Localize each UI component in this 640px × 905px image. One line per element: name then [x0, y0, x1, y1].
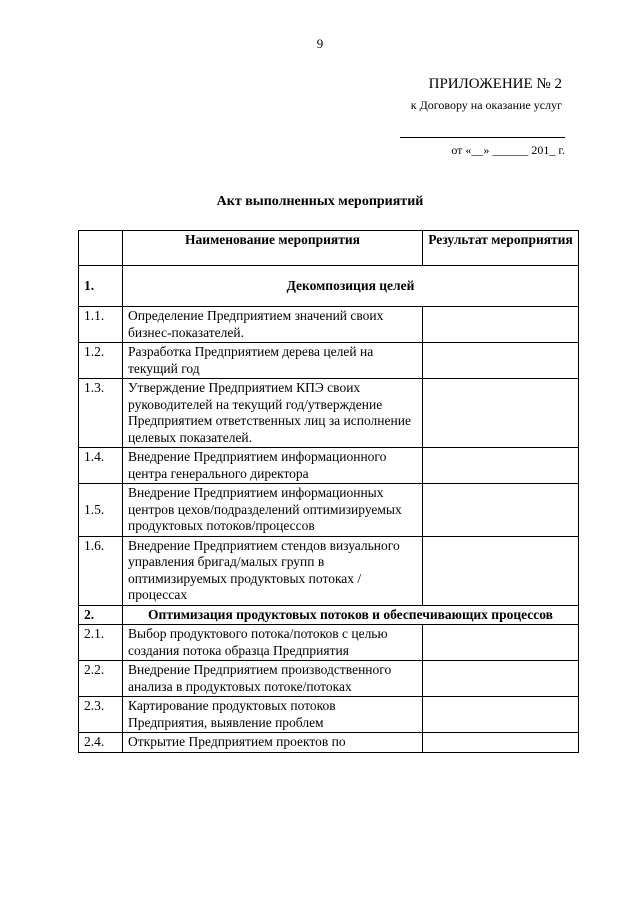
table-row	[79, 343, 579, 379]
row-activity: Открытие Предприятием проектов по	[123, 733, 423, 753]
document-title: Акт выполненных мероприятий	[216, 194, 424, 209]
row-number: 1.3.	[79, 379, 123, 448]
row-number: 2.2.	[79, 661, 123, 697]
table-row	[79, 625, 579, 661]
row-result	[423, 697, 579, 733]
row-activity: Картирование продуктовых потоков Предприятия, выявление проблем	[123, 697, 423, 733]
page-number: 9	[316, 36, 324, 51]
row-activity: Внедрение Предприятием производственного анализа в продуктовых потоке/потоках	[123, 661, 423, 697]
row-result	[423, 484, 579, 537]
section-title: Оптимизация продуктовых потоков и обеспечивающих процессов	[123, 605, 579, 625]
table-row	[79, 379, 579, 448]
date-line: от «__» ______ 201_ г.	[451, 143, 565, 157]
row-number: 2.3.	[79, 697, 123, 733]
table-row	[79, 484, 579, 537]
row-result	[423, 343, 579, 379]
row-activity: Внедрение Предприятием информационного центра генерального директора	[123, 448, 423, 484]
table-row	[79, 697, 579, 733]
appendix-reference: к Договору на оказание услуг	[410, 98, 562, 112]
row-number: 1.6.	[79, 536, 123, 605]
row-activity: Внедрение Предприятием стендов визуального управления бригад/малых групп в оптимизируемых продуктовых потоках / процессах	[123, 536, 423, 605]
section-number: 2.	[79, 605, 123, 625]
row-activity: Определение Предприятием значений своих бизнес-показателей.	[123, 307, 423, 343]
header-result: Результат мероприятия	[423, 231, 579, 266]
section-row	[79, 605, 579, 625]
row-activity: Утверждение Предприятием КПЭ своих руководителей на текущий год/утверждение Предприятием ответственных лиц за исполнение целевых показателей.	[123, 379, 423, 448]
header-activity-name: Наименование мероприятия	[123, 231, 423, 266]
section-title: Декомпозиция целей	[123, 266, 579, 307]
table-row	[79, 448, 579, 484]
row-activity: Внедрение Предприятием информационных центров цехов/подразделений оптимизируемых продуктовых потоков/процессов	[123, 484, 423, 537]
signature-rule	[400, 137, 565, 138]
row-result	[423, 625, 579, 661]
header-number	[79, 231, 123, 266]
row-result	[423, 379, 579, 448]
row-number: 1.5.	[79, 484, 123, 537]
row-result	[423, 661, 579, 697]
row-result	[423, 307, 579, 343]
row-activity: Выбор продуктового потока/потоков с целью создания потока образца Предприятия	[123, 625, 423, 661]
row-result	[423, 733, 579, 753]
row-result	[423, 536, 579, 605]
table-row	[79, 536, 579, 605]
date-block	[400, 124, 565, 158]
table-row	[79, 733, 579, 753]
appendix-title: ПРИЛОЖЕНИЕ № 2	[428, 76, 562, 92]
table-row	[79, 307, 579, 343]
row-activity: Разработка Предприятием дерева целей на текущий год	[123, 343, 423, 379]
row-number: 1.4.	[79, 448, 123, 484]
row-number: 2.4.	[79, 733, 123, 753]
table-row	[79, 661, 579, 697]
table-header-row	[79, 231, 579, 266]
activities-table	[78, 230, 579, 753]
section-number: 1.	[79, 266, 123, 307]
row-result	[423, 448, 579, 484]
row-number: 1.1.	[79, 307, 123, 343]
row-number: 2.1.	[79, 625, 123, 661]
section-row	[79, 266, 579, 307]
row-number: 1.2.	[79, 343, 123, 379]
